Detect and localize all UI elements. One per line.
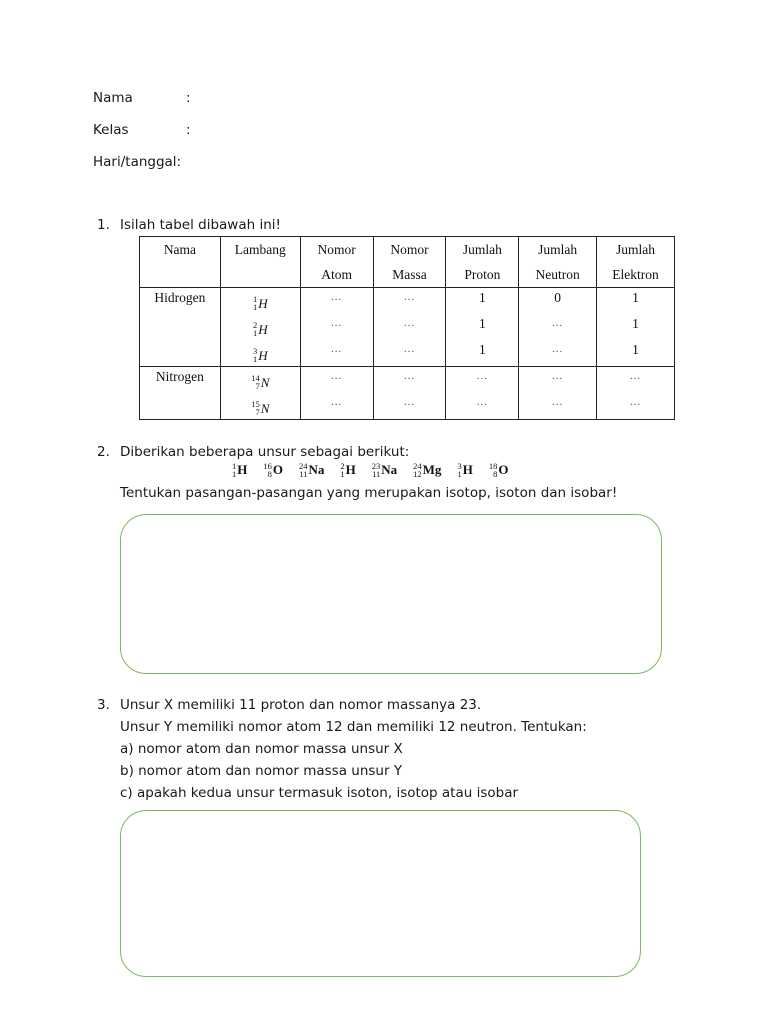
q3-item-c: c) apakah kedua unsur termasuk isoton, isotop atau isobar <box>120 785 519 801</box>
q1-text: Isilah tabel dibawah ini! <box>120 217 281 233</box>
element-item: 2 1 H <box>340 461 356 479</box>
q3-item-a: a) nomor atom dan nomor massa unsur X <box>120 741 403 757</box>
col-header-lambang: Lambang <box>220 237 300 288</box>
lambang-cell <box>220 367 300 420</box>
table-header-row <box>140 237 675 288</box>
lambang-cell <box>220 288 300 367</box>
nama-label: Nama <box>93 90 133 106</box>
q2-instruction: Tentukan pasangan-pasangan yang merupakan isotop, isoton dan isobar! <box>120 485 618 501</box>
q2-number: 2. <box>97 444 110 460</box>
jumlah-neutron-cell[interactable]: … … <box>519 367 597 420</box>
col-header-jumlah-neutron: Jumlah Neutron <box>519 237 597 288</box>
element-item: 16 8 O <box>263 461 283 479</box>
q2-text: Diberikan beberapa unsur sebagai berikut: <box>120 444 410 460</box>
isotope-symbol: 3 1 H <box>252 346 268 364</box>
isotope-symbol: 15 7 N <box>251 399 270 417</box>
kelas-label: Kelas <box>93 122 129 138</box>
col-header-nomor-massa: Nomor Massa <box>373 237 446 288</box>
isotope-table <box>139 236 675 420</box>
q2-answer-box[interactable] <box>120 514 662 674</box>
nomor-atom-cell[interactable]: … … <box>300 367 373 420</box>
element-item: 3 1 H <box>457 461 473 479</box>
element-item: 24 12 Mg <box>413 461 442 479</box>
hari-tanggal-label: Hari/tanggal: <box>93 154 182 170</box>
element-item: 23 11 Na <box>371 461 398 479</box>
jumlah-elektron-cell[interactable]: … … <box>597 367 675 420</box>
element-item: 24 11 Na <box>299 461 325 479</box>
jumlah-proton-cell[interactable]: … … <box>446 367 519 420</box>
jumlah-elektron-cell[interactable]: 1 1 1 <box>597 288 675 367</box>
col-header-jumlah-proton: Jumlah Proton <box>446 237 519 288</box>
jumlah-neutron-cell[interactable]: 0 … … <box>519 288 597 367</box>
nama-colon: : <box>186 90 191 106</box>
table-row-hidrogen <box>140 288 675 367</box>
element-name-hidrogen: Hidrogen <box>140 288 221 367</box>
jumlah-proton-cell[interactable]: 1 1 1 <box>446 288 519 367</box>
isotope-symbol: 14 7 N <box>251 373 270 391</box>
col-header-nama: Nama <box>140 237 221 288</box>
isotope-symbol: 1 1 H <box>252 294 268 312</box>
nomor-massa-cell[interactable]: … … … <box>373 288 446 367</box>
element-list <box>232 462 508 478</box>
q3-line1: Unsur X memiliki 11 proton dan nomor massanya 23. <box>120 697 482 713</box>
element-name-nitrogen: Nitrogen <box>140 367 221 420</box>
col-header-jumlah-elektron: Jumlah Elektron <box>597 237 675 288</box>
nomor-massa-cell[interactable]: … … <box>373 367 446 420</box>
element-item: 18 8 O <box>488 461 509 479</box>
element-item: 1 1 H <box>232 461 248 479</box>
table-row-nitrogen <box>140 367 675 420</box>
q3-line2: Unsur Y memiliki nomor atom 12 dan memiliki 12 neutron. Tentukan: <box>120 719 587 735</box>
q3-number: 3. <box>97 697 110 713</box>
q3-item-b: b) nomor atom dan nomor massa unsur Y <box>120 763 403 779</box>
q3-answer-box[interactable] <box>120 810 641 977</box>
kelas-colon: : <box>186 122 191 138</box>
q1-number: 1. <box>97 217 110 233</box>
col-header-nomor-atom: Nomor Atom <box>300 237 373 288</box>
nomor-atom-cell[interactable]: … … … <box>300 288 373 367</box>
isotope-symbol: 2 1 H <box>252 320 268 338</box>
